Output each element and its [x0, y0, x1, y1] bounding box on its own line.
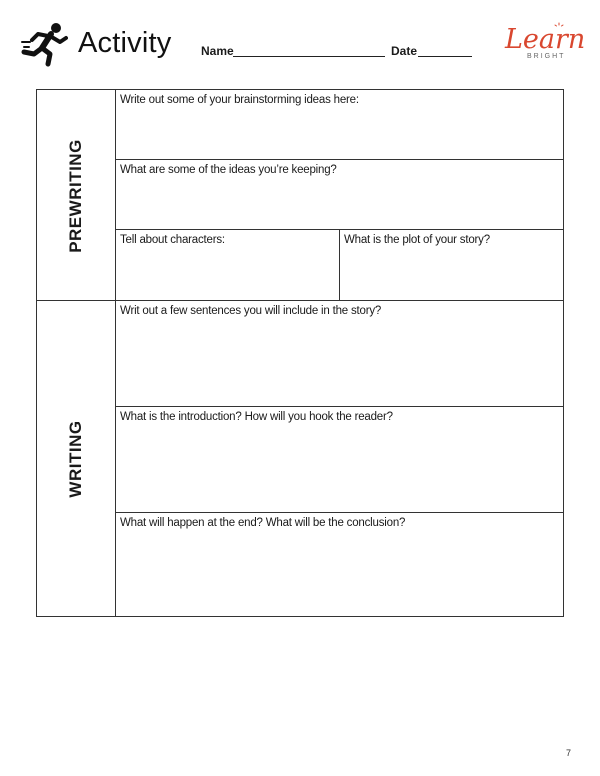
date-label: Date	[391, 44, 418, 58]
name-field[interactable]	[233, 56, 385, 57]
worksheet-table	[36, 89, 564, 617]
prewriting-label: PREWRITING	[66, 138, 85, 253]
prompt-text: What will happen at the end? What will be the conclusion?	[120, 517, 406, 529]
worksheet-header	[0, 0, 600, 80]
page-number: 7	[566, 748, 572, 758]
prompt-text: What is the introduction? How will you hook the reader?	[120, 411, 393, 423]
date-field[interactable]	[418, 56, 472, 57]
conclusion-box[interactable]	[116, 513, 563, 616]
prompt-text: What is the plot of your story?	[344, 234, 490, 246]
prompt-text: What are some of the ideas you’re keeping?	[120, 164, 337, 176]
plot-box[interactable]	[340, 230, 563, 300]
logo-subtext: BRIGHT	[527, 53, 566, 60]
prompt-text: Write out some of your brainstorming ideas here:	[120, 94, 359, 106]
ideas-keeping-box[interactable]	[116, 160, 563, 229]
writing-label-cell	[37, 301, 116, 616]
prompt-text: Tell about characters:	[120, 234, 225, 246]
sentences-box[interactable]	[116, 301, 563, 406]
prewriting-label-cell	[37, 90, 116, 301]
brainstorming-box[interactable]	[116, 90, 563, 159]
logo-text: Learn	[505, 24, 586, 55]
name-label: Name	[201, 44, 234, 58]
learn-bright-logo	[505, 22, 585, 66]
prompt-text: Writ out a few sentences you will include in the story?	[120, 305, 382, 317]
characters-box[interactable]	[116, 230, 339, 300]
writing-label: WRITING	[66, 419, 85, 498]
runner-icon	[20, 22, 68, 68]
page-title: Activity	[78, 27, 172, 59]
introduction-box[interactable]	[116, 407, 563, 512]
